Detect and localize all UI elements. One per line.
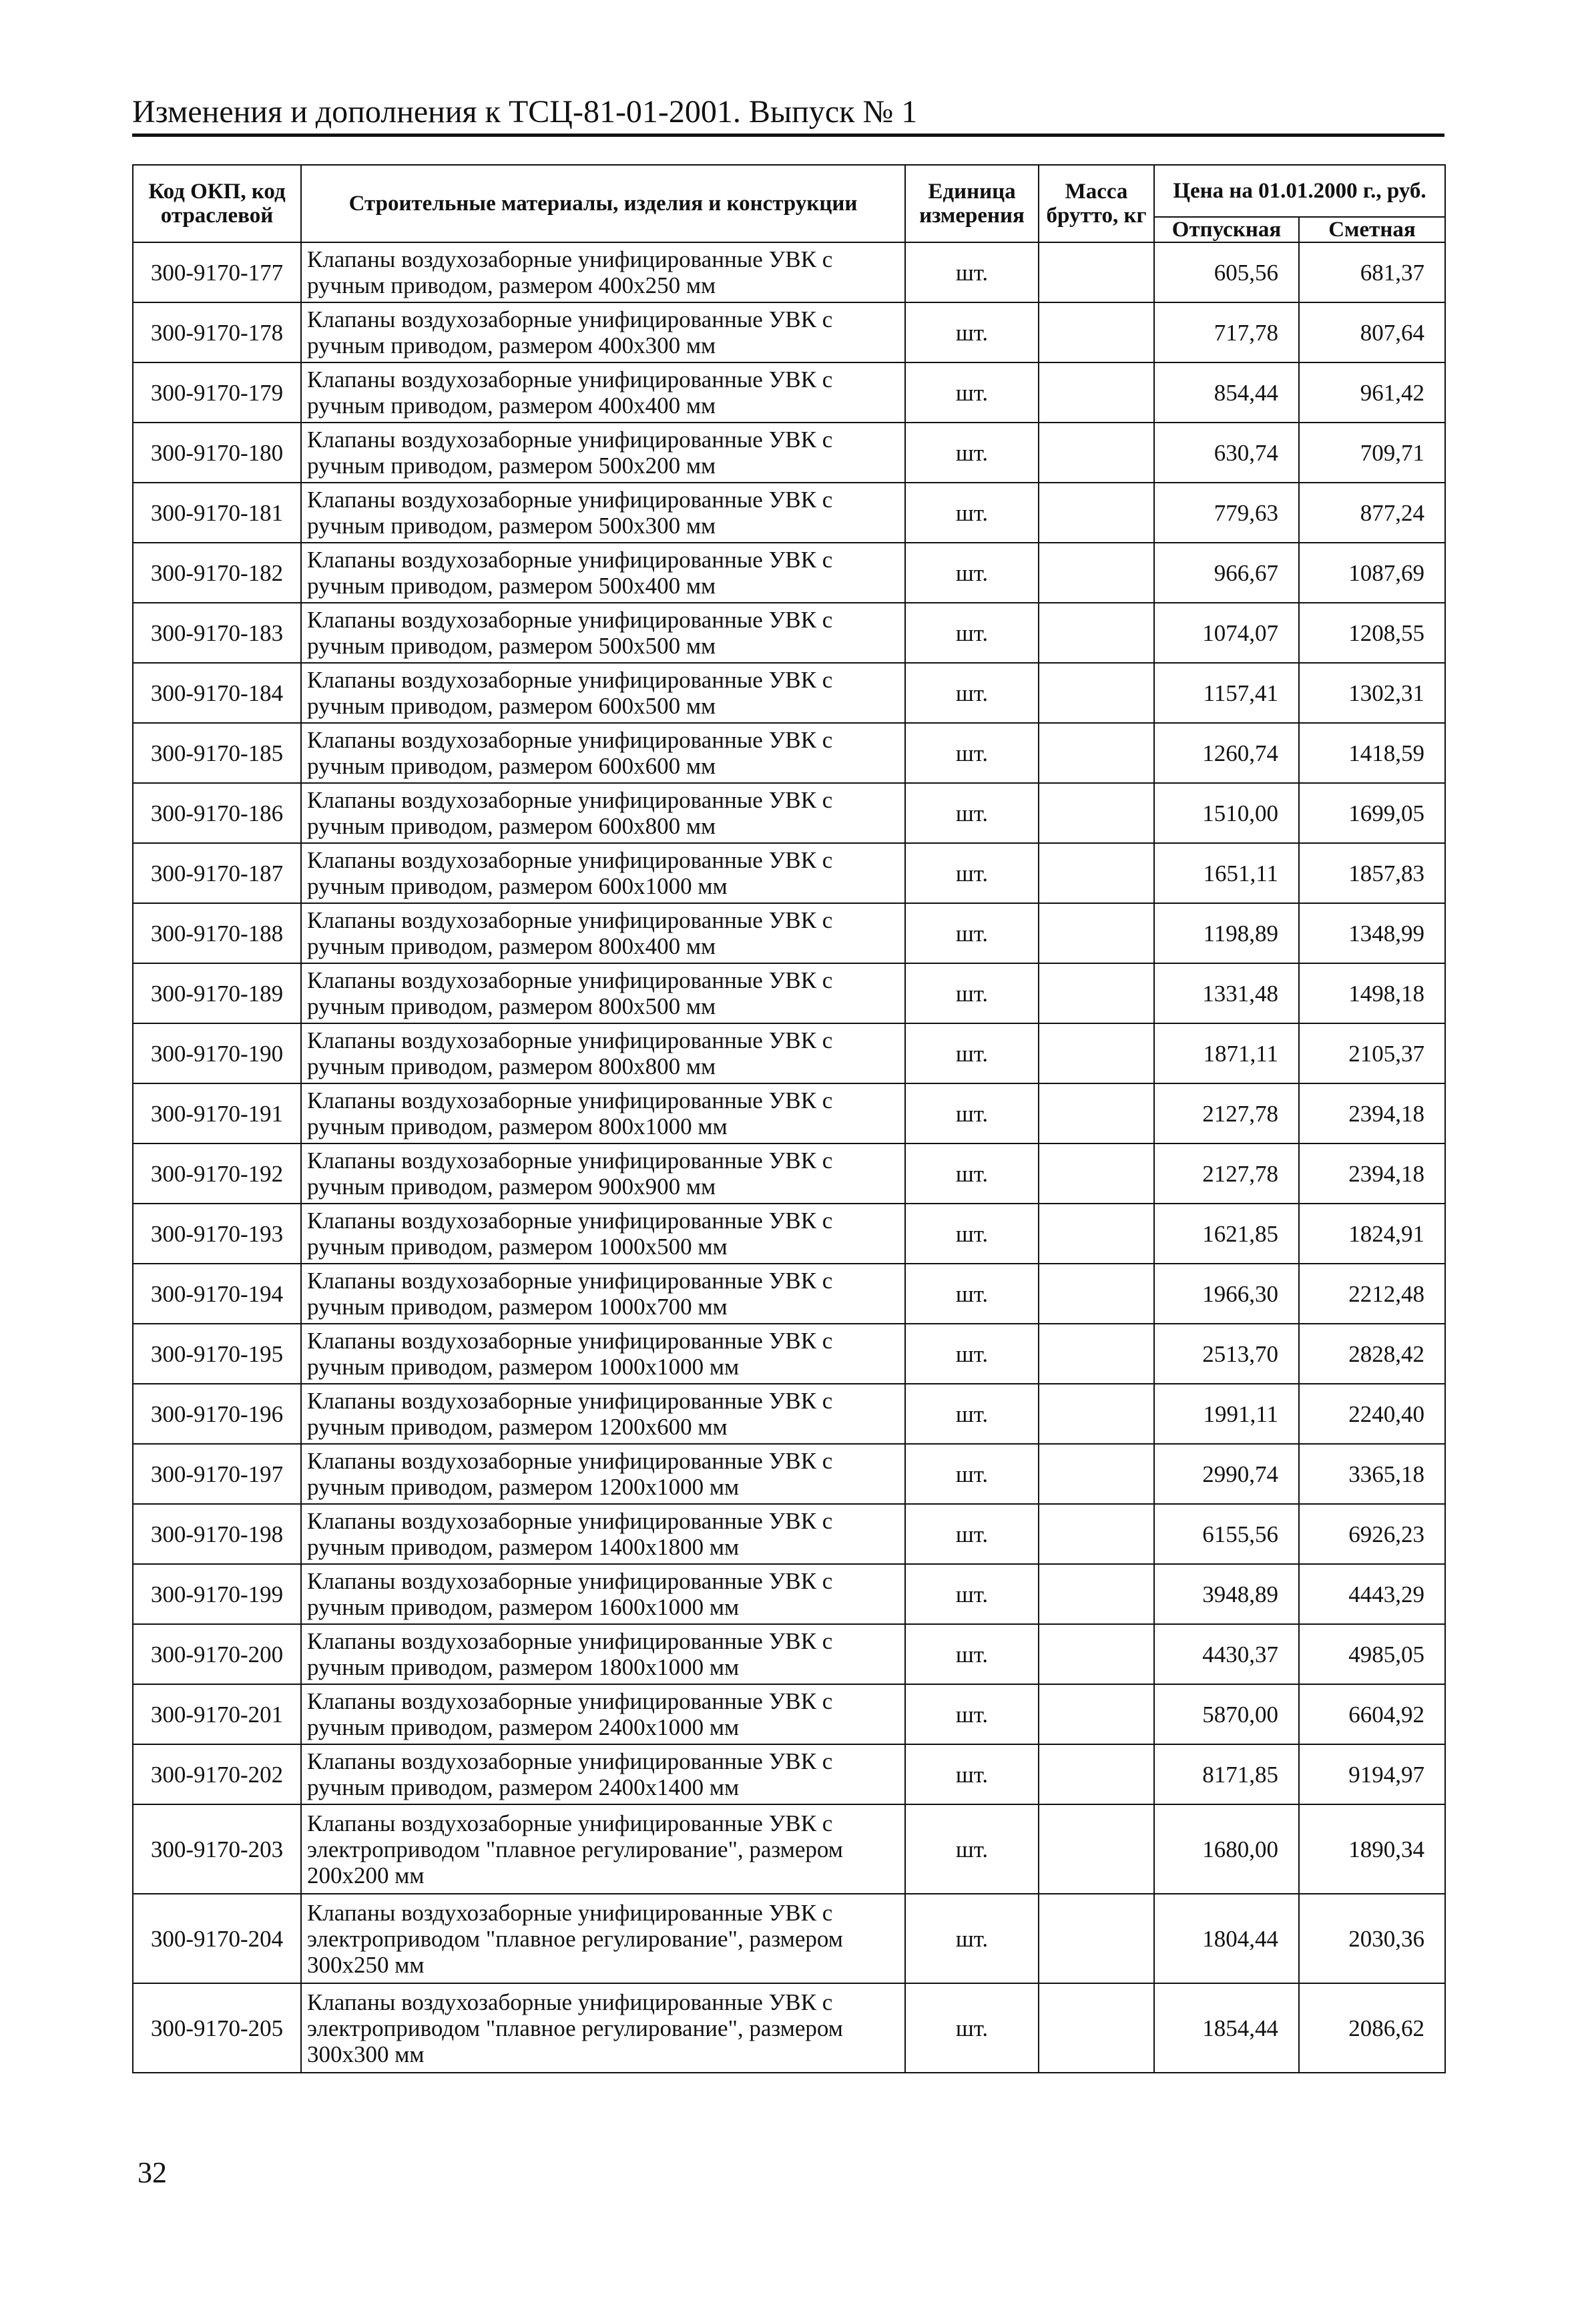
- table-row: [133, 362, 1445, 423]
- row-unit-cell: шт.: [905, 1023, 1039, 1083]
- table-row: [133, 663, 1445, 723]
- row-code-cell: 300-9170-189: [133, 963, 301, 1023]
- table-row: [133, 423, 1445, 483]
- row-release-price-cell: 630,74: [1154, 423, 1299, 483]
- row-unit-cell: шт.: [905, 963, 1039, 1023]
- row-release-price-cell: 5870,00: [1154, 1684, 1299, 1744]
- row-estimate-price-cell: 2105,37: [1299, 1023, 1445, 1083]
- row-code-cell: 300-9170-194: [133, 1264, 301, 1324]
- row-code-cell: 300-9170-205: [133, 1983, 301, 2073]
- row-estimate-price-cell: 1087,69: [1299, 543, 1445, 603]
- row-mass-cell: [1039, 1324, 1154, 1384]
- row-mass-cell: [1039, 1204, 1154, 1264]
- row-release-price-cell: 1621,85: [1154, 1204, 1299, 1264]
- row-code-cell: 300-9170-192: [133, 1143, 301, 1204]
- row-code-cell: 300-9170-182: [133, 543, 301, 603]
- row-unit-cell: шт.: [905, 1264, 1039, 1324]
- row-mass-cell: [1039, 1564, 1154, 1624]
- row-unit-cell: шт.: [905, 1624, 1039, 1684]
- row-name-cell: Клапаны воздухозаборные унифицированные УВК с ручным приводом, размером 500х300 мм: [301, 483, 905, 543]
- row-mass-cell: [1039, 1804, 1154, 1894]
- row-release-price-cell: 2127,78: [1154, 1083, 1299, 1143]
- header-divider: [132, 134, 1444, 137]
- table-row: [133, 1564, 1445, 1624]
- row-release-price-cell: 6155,56: [1154, 1504, 1299, 1564]
- table-row: [133, 1983, 1445, 2073]
- header-price-release: Отпускная: [1154, 217, 1299, 242]
- row-release-price-cell: 966,67: [1154, 543, 1299, 603]
- row-mass-cell: [1039, 543, 1154, 603]
- row-estimate-price-cell: 2828,42: [1299, 1324, 1445, 1384]
- row-release-price-cell: 8171,85: [1154, 1744, 1299, 1804]
- row-mass-cell: [1039, 302, 1154, 362]
- row-mass-cell: [1039, 783, 1154, 843]
- row-code-cell: 300-9170-197: [133, 1444, 301, 1504]
- row-estimate-price-cell: 2086,62: [1299, 1983, 1445, 2073]
- table-row: [133, 1744, 1445, 1804]
- table-row: [133, 903, 1445, 963]
- row-unit-cell: шт.: [905, 483, 1039, 543]
- row-estimate-price-cell: 1208,55: [1299, 603, 1445, 663]
- row-mass-cell: [1039, 1083, 1154, 1143]
- row-mass-cell: [1039, 1684, 1154, 1744]
- row-unit-cell: шт.: [905, 1504, 1039, 1564]
- row-mass-cell: [1039, 663, 1154, 723]
- table-row: [133, 1444, 1445, 1504]
- row-code-cell: 300-9170-199: [133, 1564, 301, 1624]
- row-release-price-cell: 1074,07: [1154, 603, 1299, 663]
- row-mass-cell: [1039, 423, 1154, 483]
- row-estimate-price-cell: 6604,92: [1299, 1684, 1445, 1744]
- row-release-price-cell: 1331,48: [1154, 963, 1299, 1023]
- row-mass-cell: [1039, 603, 1154, 663]
- row-code-cell: 300-9170-203: [133, 1804, 301, 1894]
- row-mass-cell: [1039, 1624, 1154, 1684]
- row-estimate-price-cell: 877,24: [1299, 483, 1445, 543]
- row-estimate-price-cell: 1348,99: [1299, 903, 1445, 963]
- row-name-cell: Клапаны воздухозаборные унифицированные УВК с ручным приводом, размером 1800х1000 мм: [301, 1624, 905, 1684]
- table-row: [133, 1023, 1445, 1083]
- row-code-cell: 300-9170-200: [133, 1624, 301, 1684]
- row-code-cell: 300-9170-188: [133, 903, 301, 963]
- row-estimate-price-cell: 2030,36: [1299, 1894, 1445, 1983]
- row-name-cell: Клапаны воздухозаборные унифицированные УВК с ручным приводом, размером 600х500 мм: [301, 663, 905, 723]
- row-code-cell: 300-9170-204: [133, 1894, 301, 1983]
- row-name-cell: Клапаны воздухозаборные унифицированные УВК с электроприводом "плавное регулирование", размером 200х200 мм: [301, 1804, 905, 1894]
- row-code-cell: 300-9170-178: [133, 302, 301, 362]
- row-unit-cell: шт.: [905, 1083, 1039, 1143]
- row-estimate-price-cell: 4985,05: [1299, 1624, 1445, 1684]
- row-name-cell: Клапаны воздухозаборные унифицированные УВК с ручным приводом, размером 1000х700 мм: [301, 1264, 905, 1324]
- row-unit-cell: шт.: [905, 1894, 1039, 1983]
- row-name-cell: Клапаны воздухозаборные унифицированные УВК с ручным приводом, размером 400х250 мм: [301, 242, 905, 302]
- row-release-price-cell: 1260,74: [1154, 723, 1299, 783]
- row-estimate-price-cell: 3365,18: [1299, 1444, 1445, 1504]
- row-mass-cell: [1039, 1744, 1154, 1804]
- row-release-price-cell: 1991,11: [1154, 1384, 1299, 1444]
- row-mass-cell: [1039, 1894, 1154, 1983]
- row-estimate-price-cell: 2212,48: [1299, 1264, 1445, 1324]
- table-row: [133, 483, 1445, 543]
- row-code-cell: 300-9170-198: [133, 1504, 301, 1564]
- page-number: 32: [138, 2156, 167, 2189]
- row-mass-cell: [1039, 963, 1154, 1023]
- row-name-cell: Клапаны воздухозаборные унифицированные УВК с ручным приводом, размером 800х800 мм: [301, 1023, 905, 1083]
- row-name-cell: Клапаны воздухозаборные унифицированные УВК с электроприводом "плавное регулирование", размером 300х250 мм: [301, 1894, 905, 1983]
- row-unit-cell: шт.: [905, 423, 1039, 483]
- row-name-cell: Клапаны воздухозаборные унифицированные УВК с ручным приводом, размером 400х300 мм: [301, 302, 905, 362]
- row-name-cell: Клапаны воздухозаборные унифицированные УВК с ручным приводом, размером 1000х1000 мм: [301, 1324, 905, 1384]
- row-name-cell: Клапаны воздухозаборные унифицированные УВК с ручным приводом, размером 2400х1400 мм: [301, 1744, 905, 1804]
- row-release-price-cell: 4430,37: [1154, 1624, 1299, 1684]
- row-unit-cell: шт.: [905, 1564, 1039, 1624]
- row-code-cell: 300-9170-196: [133, 1384, 301, 1444]
- row-mass-cell: [1039, 1264, 1154, 1324]
- row-mass-cell: [1039, 903, 1154, 963]
- row-name-cell: Клапаны воздухозаборные унифицированные УВК с ручным приводом, размером 2400х1000 мм: [301, 1684, 905, 1744]
- table-row: [133, 1204, 1445, 1264]
- table-row: [133, 1384, 1445, 1444]
- row-estimate-price-cell: 4443,29: [1299, 1564, 1445, 1624]
- table-row: [133, 783, 1445, 843]
- row-unit-cell: шт.: [905, 1204, 1039, 1264]
- row-code-cell: 300-9170-202: [133, 1744, 301, 1804]
- row-code-cell: 300-9170-179: [133, 362, 301, 423]
- row-code-cell: 300-9170-186: [133, 783, 301, 843]
- table-row: [133, 302, 1445, 362]
- row-name-cell: Клапаны воздухозаборные унифицированные УВК с ручным приводом, размером 1200х600 мм: [301, 1384, 905, 1444]
- row-estimate-price-cell: 961,42: [1299, 362, 1445, 423]
- row-name-cell: Клапаны воздухозаборные унифицированные УВК с ручным приводом, размером 600х800 мм: [301, 783, 905, 843]
- row-unit-cell: шт.: [905, 1804, 1039, 1894]
- row-name-cell: Клапаны воздухозаборные унифицированные УВК с ручным приводом, размером 800х500 мм: [301, 963, 905, 1023]
- table-row: [133, 1624, 1445, 1684]
- table-row: [133, 1143, 1445, 1204]
- row-name-cell: Клапаны воздухозаборные унифицированные УВК с ручным приводом, размером 500х200 мм: [301, 423, 905, 483]
- row-estimate-price-cell: 6926,23: [1299, 1504, 1445, 1564]
- table-row: [133, 963, 1445, 1023]
- row-mass-cell: [1039, 483, 1154, 543]
- row-release-price-cell: 854,44: [1154, 362, 1299, 423]
- row-unit-cell: шт.: [905, 1983, 1039, 2073]
- table-row: [133, 1324, 1445, 1384]
- row-code-cell: 300-9170-180: [133, 423, 301, 483]
- table-row: [133, 1804, 1445, 1894]
- table-row: [133, 843, 1445, 903]
- row-mass-cell: [1039, 242, 1154, 302]
- row-estimate-price-cell: 1890,34: [1299, 1804, 1445, 1894]
- row-mass-cell: [1039, 1023, 1154, 1083]
- row-estimate-price-cell: 9194,97: [1299, 1744, 1445, 1804]
- row-code-cell: 300-9170-191: [133, 1083, 301, 1143]
- row-name-cell: Клапаны воздухозаборные унифицированные УВК с ручным приводом, размером 800х400 мм: [301, 903, 905, 963]
- row-name-cell: Клапаны воздухозаборные унифицированные УВК с ручным приводом, размером 400х400 мм: [301, 362, 905, 423]
- row-code-cell: 300-9170-195: [133, 1324, 301, 1384]
- row-code-cell: 300-9170-184: [133, 663, 301, 723]
- row-mass-cell: [1039, 723, 1154, 783]
- row-mass-cell: [1039, 1384, 1154, 1444]
- row-unit-cell: шт.: [905, 302, 1039, 362]
- row-name-cell: Клапаны воздухозаборные унифицированные УВК с ручным приводом, размером 900х900 мм: [301, 1143, 905, 1204]
- row-unit-cell: шт.: [905, 1324, 1039, 1384]
- row-release-price-cell: 717,78: [1154, 302, 1299, 362]
- row-release-price-cell: 1854,44: [1154, 1983, 1299, 2073]
- table-row: [133, 543, 1445, 603]
- row-mass-cell: [1039, 362, 1154, 423]
- row-name-cell: Клапаны воздухозаборные унифицированные УВК с ручным приводом, размером 600х1000 мм: [301, 843, 905, 903]
- row-name-cell: Клапаны воздухозаборные унифицированные УВК с ручным приводом, размером 500х500 мм: [301, 603, 905, 663]
- row-name-cell: Клапаны воздухозаборные унифицированные УВК с ручным приводом, размером 1000х500 мм: [301, 1204, 905, 1264]
- row-unit-cell: шт.: [905, 362, 1039, 423]
- row-mass-cell: [1039, 1143, 1154, 1204]
- row-estimate-price-cell: 2394,18: [1299, 1083, 1445, 1143]
- row-release-price-cell: 1871,11: [1154, 1023, 1299, 1083]
- row-estimate-price-cell: 1498,18: [1299, 963, 1445, 1023]
- row-release-price-cell: 2127,78: [1154, 1143, 1299, 1204]
- row-unit-cell: шт.: [905, 1384, 1039, 1444]
- row-code-cell: 300-9170-185: [133, 723, 301, 783]
- row-name-cell: Клапаны воздухозаборные унифицированные УВК с ручным приводом, размером 500х400 мм: [301, 543, 905, 603]
- row-release-price-cell: 2513,70: [1154, 1324, 1299, 1384]
- row-mass-cell: [1039, 1444, 1154, 1504]
- header-code: Код ОКП, код отраслевой: [133, 165, 301, 242]
- row-name-cell: Клапаны воздухозаборные унифицированные УВК с ручным приводом, размером 1400х1800 мм: [301, 1504, 905, 1564]
- row-estimate-price-cell: 1824,91: [1299, 1204, 1445, 1264]
- header-price-estimate: Сметная: [1299, 217, 1445, 242]
- table-row: [133, 723, 1445, 783]
- row-unit-cell: шт.: [905, 723, 1039, 783]
- row-name-cell: Клапаны воздухозаборные унифицированные УВК с ручным приводом, размером 1200х1000 мм: [301, 1444, 905, 1504]
- row-name-cell: Клапаны воздухозаборные унифицированные УВК с электроприводом "плавное регулирование", размером 300х300 мм: [301, 1983, 905, 2073]
- row-estimate-price-cell: 1857,83: [1299, 843, 1445, 903]
- row-release-price-cell: 3948,89: [1154, 1564, 1299, 1624]
- row-unit-cell: шт.: [905, 1143, 1039, 1204]
- table-row: [133, 1083, 1445, 1143]
- price-table: [132, 164, 1446, 2073]
- row-unit-cell: шт.: [905, 1444, 1039, 1504]
- header-unit: Единица измерения: [905, 165, 1039, 242]
- row-estimate-price-cell: 2240,40: [1299, 1384, 1445, 1444]
- row-code-cell: 300-9170-177: [133, 242, 301, 302]
- page-header: Изменения и дополнения к ТСЦ-81-01-2001. Выпуск № 1: [132, 94, 918, 130]
- row-name-cell: Клапаны воздухозаборные унифицированные УВК с ручным приводом, размером 600х600 мм: [301, 723, 905, 783]
- table-header-row: [133, 165, 1445, 217]
- row-release-price-cell: 1510,00: [1154, 783, 1299, 843]
- row-code-cell: 300-9170-193: [133, 1204, 301, 1264]
- row-code-cell: 300-9170-201: [133, 1684, 301, 1744]
- row-unit-cell: шт.: [905, 603, 1039, 663]
- table-row: [133, 242, 1445, 302]
- row-code-cell: 300-9170-183: [133, 603, 301, 663]
- row-release-price-cell: 1651,11: [1154, 843, 1299, 903]
- table-row: [133, 603, 1445, 663]
- row-unit-cell: шт.: [905, 663, 1039, 723]
- table-body: [133, 242, 1445, 2073]
- row-mass-cell: [1039, 843, 1154, 903]
- row-unit-cell: шт.: [905, 903, 1039, 963]
- row-mass-cell: [1039, 1504, 1154, 1564]
- row-release-price-cell: 605,56: [1154, 242, 1299, 302]
- row-release-price-cell: 1157,41: [1154, 663, 1299, 723]
- row-estimate-price-cell: 1418,59: [1299, 723, 1445, 783]
- row-release-price-cell: 1680,00: [1154, 1804, 1299, 1894]
- row-unit-cell: шт.: [905, 783, 1039, 843]
- row-release-price-cell: 2990,74: [1154, 1444, 1299, 1504]
- row-unit-cell: шт.: [905, 1744, 1039, 1804]
- row-name-cell: Клапаны воздухозаборные унифицированные УВК с ручным приводом, размером 1600х1000 мм: [301, 1564, 905, 1624]
- row-name-cell: Клапаны воздухозаборные унифицированные УВК с ручным приводом, размером 800х1000 мм: [301, 1083, 905, 1143]
- row-estimate-price-cell: 1699,05: [1299, 783, 1445, 843]
- table-row: [133, 1894, 1445, 1983]
- row-unit-cell: шт.: [905, 242, 1039, 302]
- table-row: [133, 1504, 1445, 1564]
- row-unit-cell: шт.: [905, 543, 1039, 603]
- row-release-price-cell: 1804,44: [1154, 1894, 1299, 1983]
- row-estimate-price-cell: 807,64: [1299, 302, 1445, 362]
- header-mass: Масса брутто, кг: [1039, 165, 1154, 242]
- row-estimate-price-cell: 1302,31: [1299, 663, 1445, 723]
- row-code-cell: 300-9170-187: [133, 843, 301, 903]
- row-unit-cell: шт.: [905, 1684, 1039, 1744]
- row-unit-cell: шт.: [905, 843, 1039, 903]
- row-release-price-cell: 1198,89: [1154, 903, 1299, 963]
- row-estimate-price-cell: 2394,18: [1299, 1143, 1445, 1204]
- header-price: Цена на 01.01.2000 г., руб.: [1154, 165, 1445, 217]
- row-estimate-price-cell: 681,37: [1299, 242, 1445, 302]
- row-release-price-cell: 779,63: [1154, 483, 1299, 543]
- row-code-cell: 300-9170-181: [133, 483, 301, 543]
- header-name: Строительные материалы, изделия и конструкции: [301, 165, 905, 242]
- row-mass-cell: [1039, 1983, 1154, 2073]
- table-row: [133, 1264, 1445, 1324]
- row-code-cell: 300-9170-190: [133, 1023, 301, 1083]
- row-release-price-cell: 1966,30: [1154, 1264, 1299, 1324]
- table-row: [133, 1684, 1445, 1744]
- row-estimate-price-cell: 709,71: [1299, 423, 1445, 483]
